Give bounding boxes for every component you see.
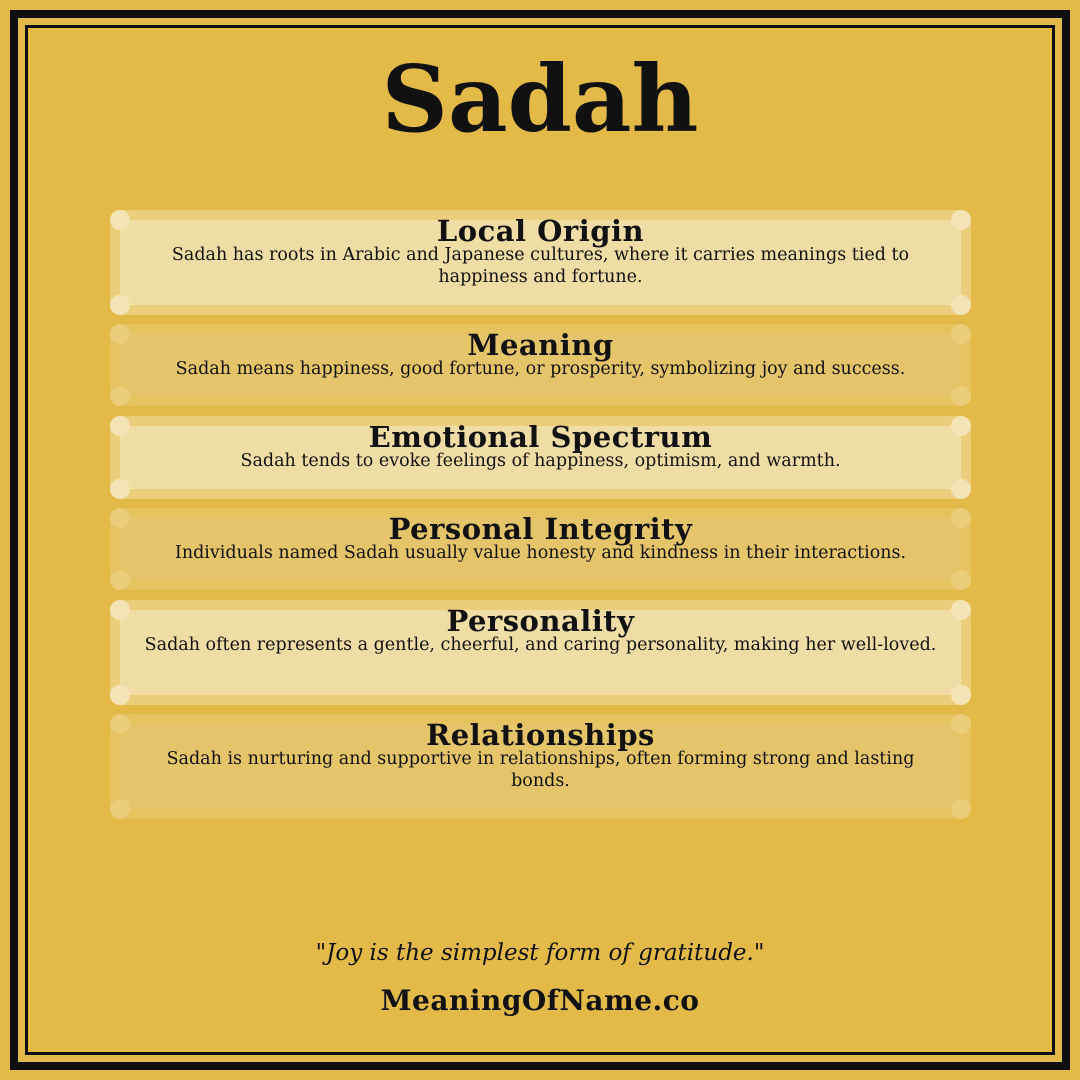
section-personality: [110, 600, 971, 705]
corner-dot: [951, 570, 971, 590]
site-name: MeaningOfName.co: [380, 984, 700, 1017]
section-heading: Personality: [446, 604, 635, 638]
section-text: Sadah means happiness, good fortune, or prosperity, symbolizing joy and success.: [175, 359, 906, 379]
section-text: Sadah is nurturing and supportive in relationships, often forming strong and lasting bonds.: [166, 749, 915, 791]
section-heading: Relationships: [426, 718, 655, 752]
corner-dot: [951, 685, 971, 705]
name-title: Sadah: [381, 45, 699, 153]
section-text: Sadah has roots in Arabic and Japanese cultures, where it carries meanings tied to happiness and fortune.: [171, 245, 910, 287]
corner-dot: [110, 295, 130, 315]
section-relationships: [110, 714, 971, 819]
section-heading: Emotional Spectrum: [368, 420, 713, 454]
section-text: Sadah often represents a gentle, cheerful, and caring personality, making her well-loved.: [144, 635, 937, 655]
section-meaning: [110, 324, 971, 406]
section-personal-integrity: [110, 508, 971, 590]
section-text: Sadah tends to evoke feelings of happiness, optimism, and warmth.: [240, 451, 841, 471]
section-emotional-spectrum: [110, 416, 971, 499]
section-heading: Meaning: [467, 328, 614, 362]
section-heading: Local Origin: [436, 214, 645, 248]
corner-dot: [110, 685, 130, 705]
section-heading: Personal Integrity: [388, 512, 693, 546]
corner-dot: [951, 295, 971, 315]
corner-dot: [110, 479, 130, 499]
corner-dot: [951, 479, 971, 499]
corner-dot: [110, 570, 130, 590]
section-text: Individuals named Sadah usually value honesty and kindness in their interactions.: [174, 543, 907, 563]
corner-dot: [951, 799, 971, 819]
section-local-origin: [110, 210, 971, 315]
quote: "Joy is the simplest form of gratitude.": [315, 940, 765, 966]
corner-dot: [110, 386, 130, 406]
corner-dot: [110, 799, 130, 819]
corner-dot: [951, 386, 971, 406]
